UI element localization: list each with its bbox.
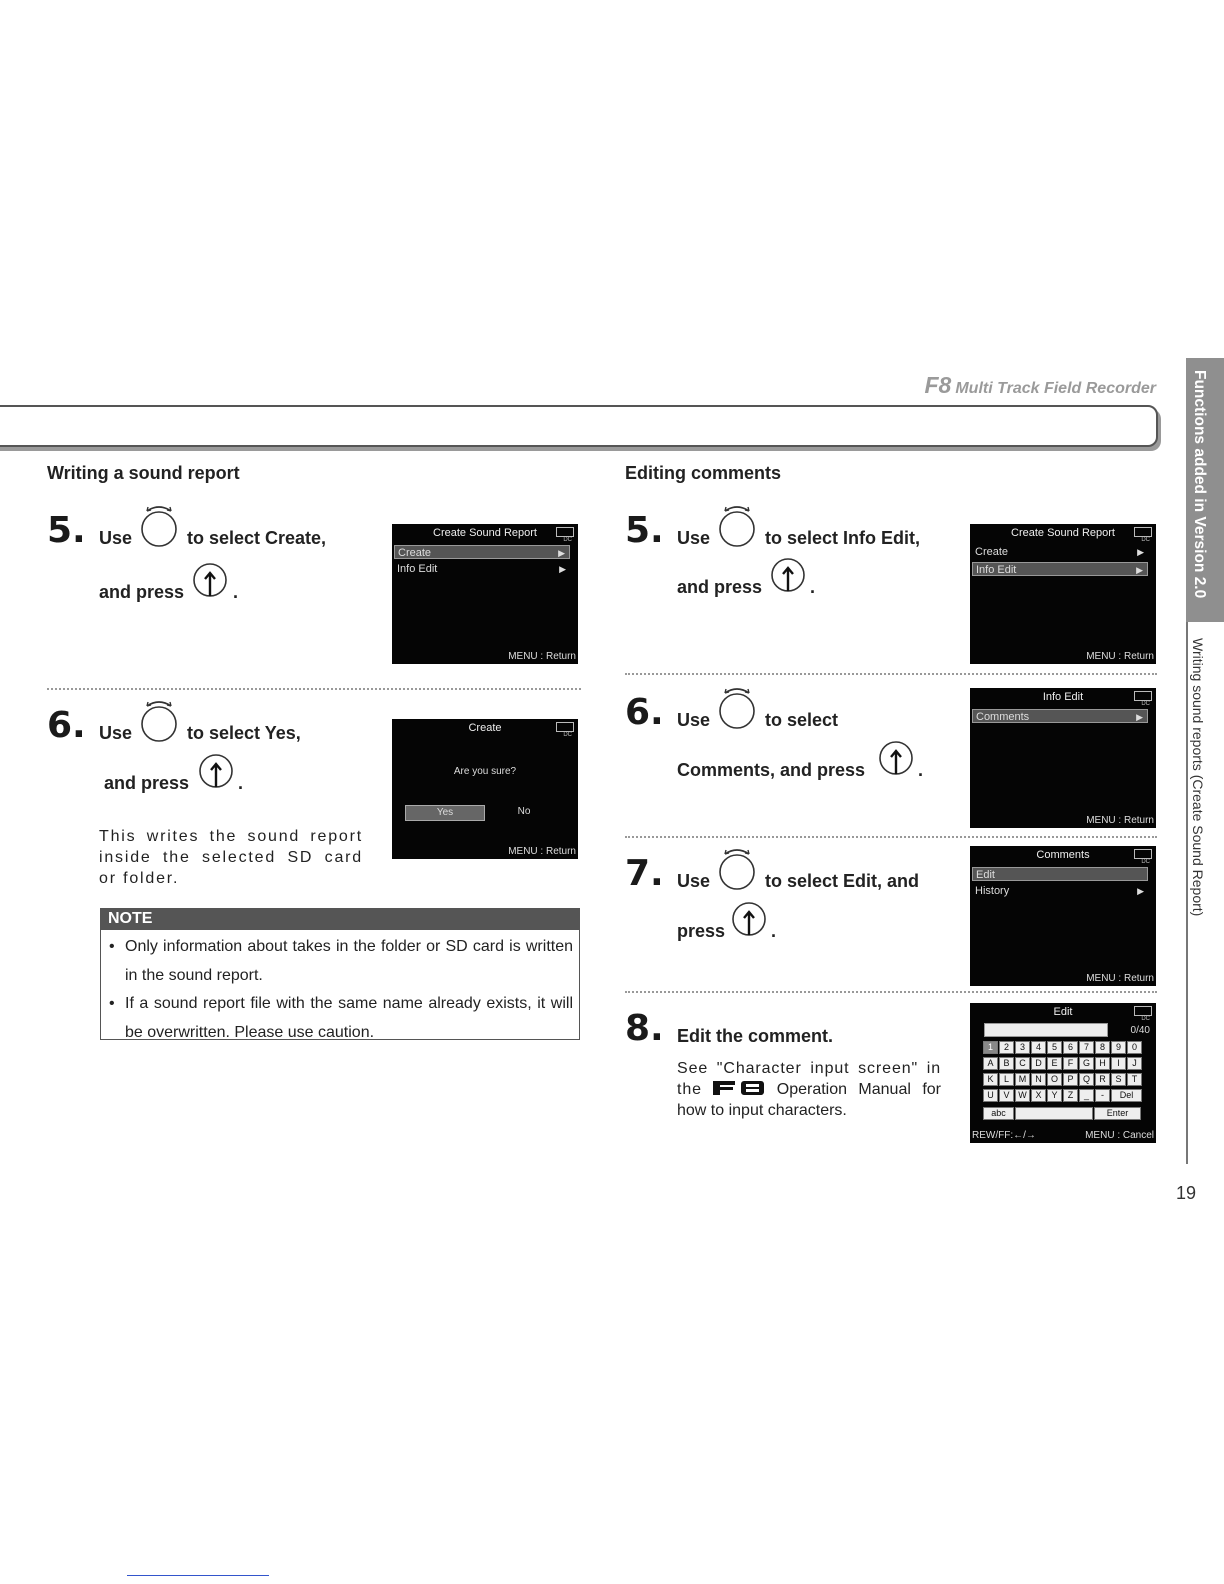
step-separator <box>625 673 1157 675</box>
screen-info-edit <box>970 688 1156 828</box>
screen-create-sound-report <box>392 524 578 664</box>
key[interactable]: G <box>1079 1057 1094 1070</box>
menu-item-info-edit[interactable]: Info Edit ▶ <box>397 563 566 575</box>
key[interactable]: - <box>1095 1089 1110 1102</box>
note-item: • If a sound report file with the same name already exists, it will be overwritten. Please use caution. <box>109 995 573 1041</box>
key[interactable]: E <box>1047 1057 1062 1070</box>
step-text-select: to select Yes, <box>187 723 301 743</box>
step-number: 5. <box>625 510 664 551</box>
key[interactable]: R <box>1095 1073 1110 1086</box>
step-period: . <box>810 577 816 597</box>
key[interactable]: Q <box>1079 1073 1094 1086</box>
key[interactable]: 2 <box>999 1041 1014 1054</box>
comment-input[interactable] <box>984 1023 1108 1037</box>
note-heading: NOTE <box>101 909 579 930</box>
key[interactable]: J <box>1127 1057 1142 1070</box>
screen-title: Create Sound Report <box>433 527 537 539</box>
f8-logo <box>713 1080 765 1096</box>
press-dial-icon <box>196 753 236 797</box>
key[interactable]: P <box>1063 1073 1078 1086</box>
battery-label: DC <box>563 732 572 738</box>
step-text-select: to select Edit, and <box>765 871 920 891</box>
step-separator <box>625 836 1157 838</box>
key[interactable]: 7 <box>1079 1041 1094 1054</box>
menu-item-create[interactable]: Create ▶ <box>975 546 1144 558</box>
key[interactable]: K <box>983 1073 998 1086</box>
model-name: F8 <box>924 372 952 398</box>
battery-label: DC <box>563 537 572 543</box>
step-number: 5. <box>47 510 86 551</box>
step-text-use: Use <box>677 871 711 891</box>
arrow-right-icon: ▶ <box>1136 565 1143 575</box>
key[interactable]: 4 <box>1031 1041 1046 1054</box>
step-text-press: and press <box>104 773 190 793</box>
chapter-tab-label: Functions added in Version 2.0 <box>1191 370 1208 599</box>
press-dial-icon <box>876 740 916 784</box>
section-title-writing: Writing a sound report <box>47 463 240 483</box>
dial-icon <box>138 505 180 547</box>
section-tab-label: Writing sound reports (Create Sound Report) <box>1190 638 1206 917</box>
key[interactable]: M <box>1015 1073 1030 1086</box>
note-box <box>100 908 580 1040</box>
key-row <box>983 1107 1141 1120</box>
key[interactable]: C <box>1015 1057 1030 1070</box>
dial-icon <box>716 505 758 547</box>
section-title-editing: Editing comments <box>625 463 782 483</box>
step-text-use: Use <box>677 528 711 548</box>
step-number: 8. <box>625 1008 664 1049</box>
key[interactable]: 3 <box>1015 1041 1030 1054</box>
battery-icon <box>556 722 574 732</box>
battery-icon <box>1134 849 1152 859</box>
step-period: . <box>238 773 244 793</box>
screen-create-sound-report <box>970 524 1156 664</box>
key[interactable]: S <box>1111 1073 1126 1086</box>
dial-icon <box>716 687 758 729</box>
step-text-select: to select <box>765 710 839 730</box>
step-text-use: Use <box>677 710 711 730</box>
arrow-right-icon: ▶ <box>1137 886 1144 896</box>
step-separator <box>47 688 581 690</box>
step-separator <box>625 991 1157 993</box>
key[interactable]: O <box>1047 1073 1062 1086</box>
key[interactable]: 0 <box>1127 1041 1142 1054</box>
header-bar <box>0 405 1158 447</box>
step-text-press: and press <box>99 582 185 602</box>
no-button[interactable]: No <box>517 806 531 817</box>
key-row <box>983 1089 1142 1102</box>
menu-item-history[interactable]: History ▶ <box>975 885 1144 897</box>
menu-item-edit[interactable]: Edit <box>972 867 1148 881</box>
step-number: 6. <box>625 692 664 733</box>
key[interactable]: H <box>1095 1057 1110 1070</box>
key[interactable]: D <box>1031 1057 1046 1070</box>
header-subtitle: Multi Track Field Recorder <box>955 380 1156 397</box>
key-row <box>983 1041 1142 1054</box>
screen-footer: MENU : Return <box>1086 973 1154 984</box>
step-text-press: and press <box>677 577 763 597</box>
arrow-right-icon: ▶ <box>558 548 565 558</box>
step-description: This writes the sound report inside the selected SD card or folder. <box>99 828 363 887</box>
battery-label: DC <box>1141 1016 1150 1022</box>
key[interactable]: 6 <box>1063 1041 1078 1054</box>
char-count: 0/40 <box>1130 1025 1150 1036</box>
key[interactable]: T <box>1127 1073 1142 1086</box>
menu-item-comments[interactable]: Comments ▶ <box>972 709 1148 723</box>
key[interactable]: _ <box>1079 1089 1094 1102</box>
screen-footer: MENU : Return <box>508 651 576 662</box>
footer-link-line <box>127 1575 269 1576</box>
step-text-press: press <box>677 921 726 941</box>
step-text-press: Comments, and press <box>677 760 866 780</box>
screen-edit-keyboard <box>970 1003 1156 1143</box>
key[interactable]: L <box>999 1073 1014 1086</box>
dial-icon <box>138 700 180 742</box>
screen-comments <box>970 846 1156 986</box>
screen-footer: MENU : Return <box>1086 651 1154 662</box>
page-number: 19 <box>1176 1183 1197 1203</box>
step-number: 7. <box>625 853 664 894</box>
screen-footer: MENU : Return <box>508 846 576 857</box>
confirm-question: Are you sure? <box>453 766 517 777</box>
press-dial-icon <box>729 901 769 945</box>
menu-item-info-edit[interactable]: Info Edit ▶ <box>972 562 1148 576</box>
screen-title: Info Edit <box>1042 691 1084 703</box>
note-item: • Only information about takes in the folder or SD card is written in the sound report. <box>109 938 573 984</box>
key-row <box>983 1073 1142 1086</box>
menu-item-create[interactable]: Create ▶ <box>394 545 570 559</box>
key[interactable]: F <box>1063 1057 1078 1070</box>
step-period: . <box>771 921 777 941</box>
step-text-use: Use <box>99 528 133 548</box>
battery-icon <box>556 527 574 537</box>
manual-header-title <box>880 372 1156 399</box>
key[interactable]: B <box>999 1057 1014 1070</box>
key[interactable]: I <box>1111 1057 1126 1070</box>
dial-icon <box>716 848 758 890</box>
arrow-right-icon: ▶ <box>559 564 566 574</box>
press-dial-icon <box>768 557 808 601</box>
yes-button[interactable]: Yes <box>405 805 485 821</box>
screen-title: Create Sound Report <box>1011 527 1115 539</box>
key[interactable]: U <box>983 1089 998 1102</box>
screen-footer: MENU : Cancel <box>1085 1130 1154 1141</box>
key[interactable]: 5 <box>1047 1041 1062 1054</box>
key[interactable]: 9 <box>1111 1041 1126 1054</box>
press-dial-icon <box>190 562 230 606</box>
battery-label: DC <box>1141 537 1150 543</box>
battery-label: DC <box>1141 701 1150 707</box>
key[interactable]: 1 <box>983 1041 998 1054</box>
step-text-select: to select Info Edit, <box>765 528 921 548</box>
key[interactable]: Y <box>1047 1089 1062 1102</box>
battery-icon <box>1134 1006 1152 1016</box>
screen-create-confirm <box>392 719 578 859</box>
space-key[interactable] <box>1015 1107 1093 1120</box>
screen-title: Comments <box>1036 849 1090 861</box>
battery-icon <box>1134 527 1152 537</box>
key[interactable]: N <box>1031 1073 1046 1086</box>
key[interactable]: A <box>983 1057 998 1070</box>
key[interactable]: Z <box>1063 1089 1078 1102</box>
arrow-right-icon: ▶ <box>1136 712 1143 722</box>
step-period: . <box>233 582 239 602</box>
step-period: . <box>918 760 924 780</box>
key[interactable]: V <box>999 1089 1014 1102</box>
step-number: 6. <box>47 705 86 746</box>
delete-key[interactable]: Del <box>1111 1089 1142 1102</box>
arrow-right-icon: ▶ <box>1137 547 1144 557</box>
key[interactable]: 8 <box>1095 1041 1110 1054</box>
key-row <box>983 1057 1142 1070</box>
enter-key[interactable]: Enter <box>1094 1107 1141 1120</box>
step-text-use: Use <box>99 723 133 743</box>
abc-key[interactable]: abc <box>983 1107 1014 1120</box>
step-text-select: to select Create, <box>187 528 327 548</box>
battery-label: DC <box>1141 859 1150 865</box>
key[interactable]: W <box>1015 1089 1030 1102</box>
screen-title: Edit <box>1053 1006 1073 1018</box>
screen-footer: MENU : Return <box>1086 815 1154 826</box>
screen-footer-left: REW/FF:←/→ <box>972 1130 1036 1141</box>
side-divider <box>1186 622 1188 1164</box>
step-title: Edit the comment. <box>677 1026 834 1046</box>
battery-icon <box>1134 691 1152 701</box>
step-description: See "Character input screen" in the Operation Manual for how to input characters. <box>677 1060 941 1119</box>
key[interactable]: X <box>1031 1089 1046 1102</box>
screen-title: Create <box>468 722 502 734</box>
